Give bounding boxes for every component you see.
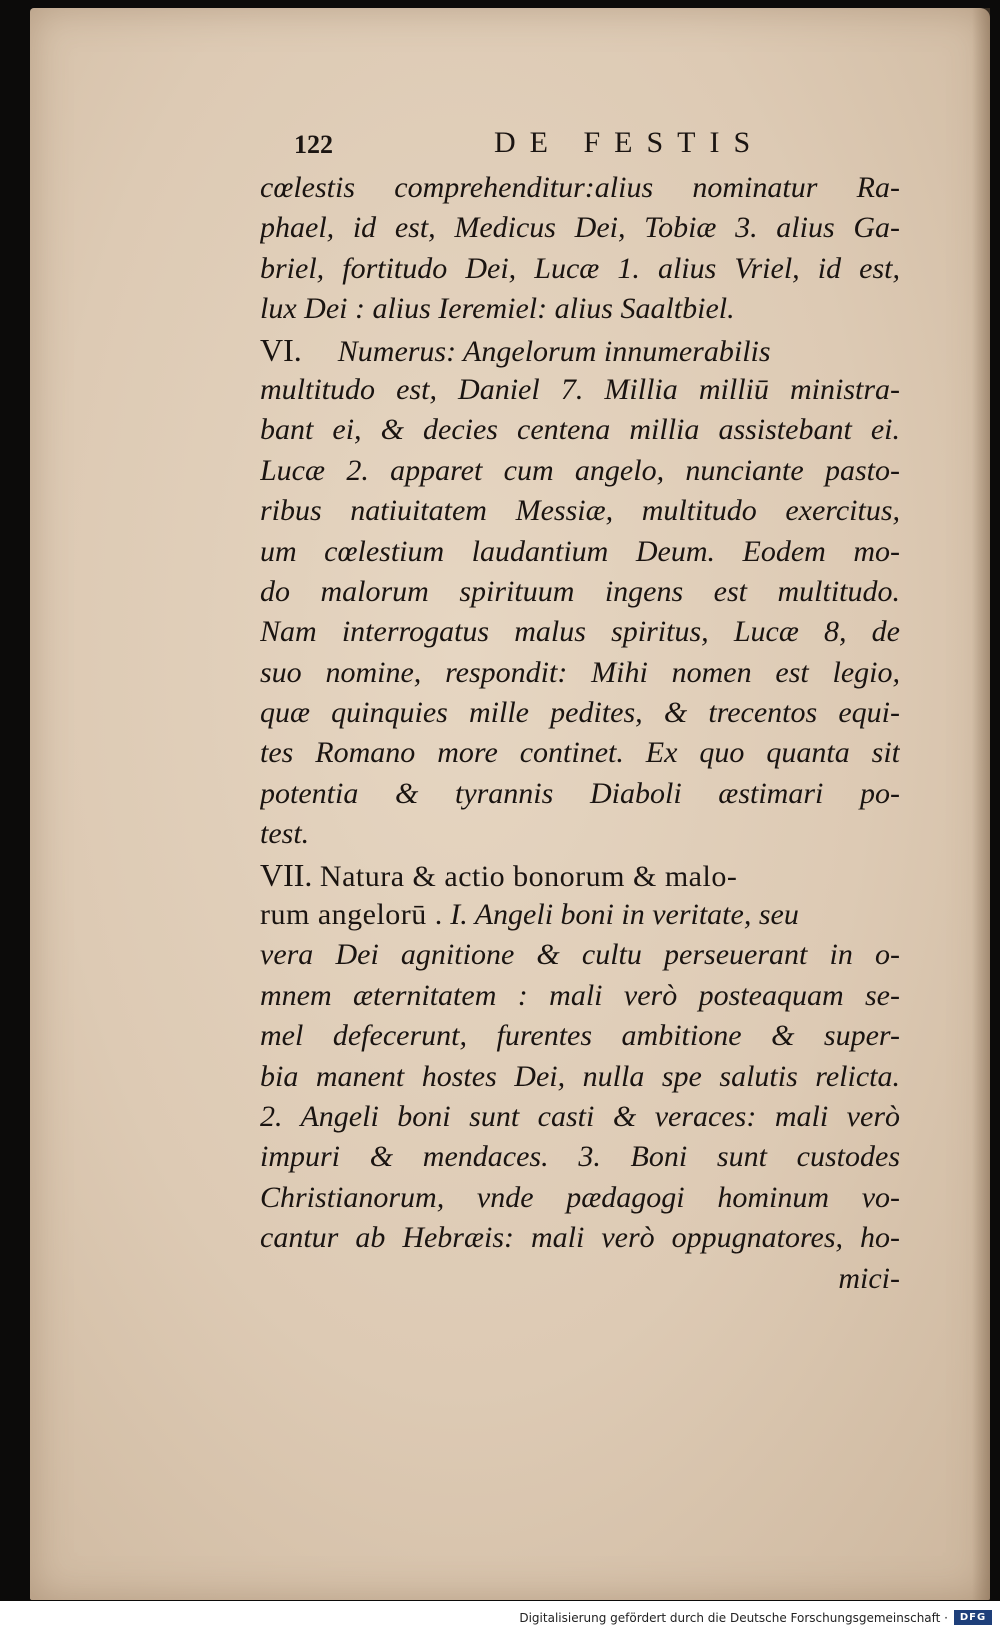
text-line: do malorum spirituum ingens est multitudo. [260, 574, 900, 608]
section-heading-text: rum angelorū . [260, 898, 443, 932]
text-line: bant ei, & decies centena millia assistebant ei. [260, 413, 900, 447]
text-line: ribus natiuitatem Messiæ, multitudo exercitus, [260, 494, 900, 528]
page-body-text [260, 168, 900, 1299]
section-number-vi: VI. [260, 331, 302, 368]
footer-credit: Digitalisierung gefördert durch die Deutsche Forschungsgemeinschaft · [519, 1611, 948, 1625]
text-line: cantur ab Hebræis: mali verò oppugnatores, ho- [260, 1221, 900, 1255]
section-number-vii: VII. [260, 856, 313, 893]
text-line: phael, id est, Medicus Dei, Tobiæ 3. alius Ga- [260, 211, 900, 245]
text-line: suo nomine, respondit: Mihi nomen est legio, [260, 655, 900, 689]
text-line: cœlestis comprehenditur:alius nominatur Ra- [260, 171, 900, 204]
text-line: multitudo est, Daniel 7. Millia milliū ministra- [260, 372, 900, 406]
text-line: I. Angeli boni in veritate, seu [450, 898, 799, 932]
text-line: quæ quinquies mille pedites, & trecentos equi- [260, 696, 900, 730]
running-head: DE FESTIS [494, 126, 765, 159]
section-heading-line [260, 330, 900, 370]
page-edge-shadow [972, 8, 990, 1600]
text-line: briel, fortitudo Dei, Lucæ 1. alius Vriel, id est, [260, 251, 900, 285]
text-line: test. [260, 817, 310, 851]
digitization-footer [0, 1601, 1000, 1641]
text-line: mel defecerunt, furentes ambitione & super- [260, 1019, 900, 1053]
dfg-logo: DFG [954, 1610, 992, 1625]
text-line: Numerus: Angelorum innumerabilis [337, 334, 771, 368]
text-line: bia manent hostes Dei, nulla spe salutis relicta. [260, 1059, 900, 1093]
catchword: mici- [838, 1261, 900, 1295]
text-line: 2. Angeli boni sunt casti & veraces: mali verò [260, 1099, 900, 1133]
text-line: lux Dei : alius Ieremiel: alius Saaltbiel. [260, 292, 735, 326]
text-line: tes Romano more continet. Ex quo quanta sit [260, 736, 900, 770]
text-line: mnem æternitatem : mali verò posteaquam se- [260, 978, 900, 1012]
text-line: Nam interrogatus malus spiritus, Lucæ 8, de [260, 615, 900, 649]
section-heading-text: Natura & actio bonorum & malo- [319, 859, 738, 893]
section-heading-line [260, 855, 900, 895]
text-line: vera Dei agnitione & cultu perseuerant in o- [260, 938, 900, 972]
text-line: impuri & mendaces. 3. Boni sunt custodes [260, 1140, 900, 1174]
text-line: Christianorum, vnde pædagogi hominum vo- [260, 1180, 900, 1214]
text-line: potentia & tyrannis Diaboli æstimari po- [260, 776, 900, 810]
page-number: 122 [294, 130, 333, 159]
text-line: Lucæ 2. apparet cum angelo, nunciante pasto- [260, 453, 900, 487]
page-header [294, 126, 814, 166]
section-heading-line [260, 895, 900, 935]
text-line: um cœlestium laudantium Deum. Eodem mo- [260, 534, 900, 568]
